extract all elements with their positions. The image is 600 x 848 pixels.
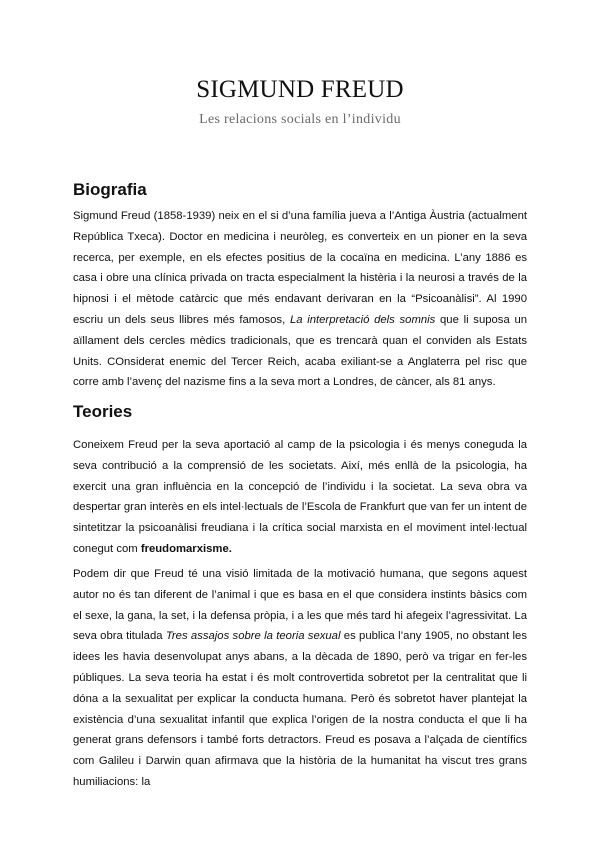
paragraph-text: Coneixem Freud per la seva aportació al camp de la psicologia i és menys coneguda la seva contribució a la comprensió de les societats. Així, més enllà de la psicologia, ha exercit una gran influència en la concepció de l’individu i la societat. La seva obra va despertar gran interès en els intel·lectuals de l’Escola de Frankfurt que van fer un intent de sintetitzar la psicoanàlisi freudiana i la crítica social marxista en el moviment intel·lectual conegut com xyxy=(73,439,527,555)
biografia-paragraph xyxy=(73,206,527,393)
paragraph-text: Sigmund Freud (1858-1939) neix en el si d’una família jueva a l’Antiga Àustria (actualment República Txeca). Doctor en medicina i neuròleg, es converteix en un pioner en la seva recerca, per exemple, en els efectes positius de la cocaïna en medicina. L’any 1886 es casa i obre una clínica privada on tracta especialment la histèria i la neurosi a través de la hipnosi i el mètode catàrcic que més endavant derivaran en la “Psicoanàlisi”. Al 1990 escriu un dels seus llibres més famosos, xyxy=(73,210,527,326)
document-title: SIGMUND FREUD xyxy=(196,76,404,103)
book-title-italic: La interpretació dels somnis xyxy=(289,313,436,326)
document-subtitle: Les relacions socials en l’individu xyxy=(199,112,401,127)
section-heading-teories: Teories xyxy=(73,402,133,421)
teories-paragraph-2 xyxy=(73,564,527,793)
paragraph-text: Podem dir que Freud té una visió limitada de la motivació humana, que segons aquest autor no és tan diferent de l’animal i que es basa en el que considera instints bàsics com el sexe, la gana, la set, i la defensa pròpia, i a les que més tard hi afegeix l’agressivitat. La seva obra titulada xyxy=(73,568,527,643)
book-title-italic: Tres assajos sobre la teoria sexual xyxy=(165,630,341,643)
paragraph-text: es publica l’any 1905, no obstant les idees les havia desenvolupat anys abans, a la dècada de 1890, però va trigar en fer-les públiques. La seva teoria ha estat i és molt controvertida sobretot per la centralitat que li dóna a la sexualitat per explicar la conducta humana. Però és sobretot haver plantejat la existència d’una sexualitat infantil que explica l’origen de la nostra conducta el que li ha generat grans defensors i també forts detractors. Freud es posava a l’alçada de científics com Galileu i Darwin quan afirmava que la història de la humanitat ha viscut tres grans humiliacions: la xyxy=(73,630,527,788)
section-heading-biografia: Biografia xyxy=(73,180,147,199)
paragraph-text: que li suposa un aïllament dels cercles mèdics tradicionals, que es trencarà quan el conviden als Estats Units. COnsiderat enemic del Tercer Reich, acaba exiliant-se a Anglaterra pel risc que corre amb l’avenç del nazisme fins a la seva mort a Londres, de càncer, als 81 anys. xyxy=(73,313,528,389)
bold-term: freudomarxisme. xyxy=(140,542,232,555)
teories-paragraph-1 xyxy=(73,435,527,560)
